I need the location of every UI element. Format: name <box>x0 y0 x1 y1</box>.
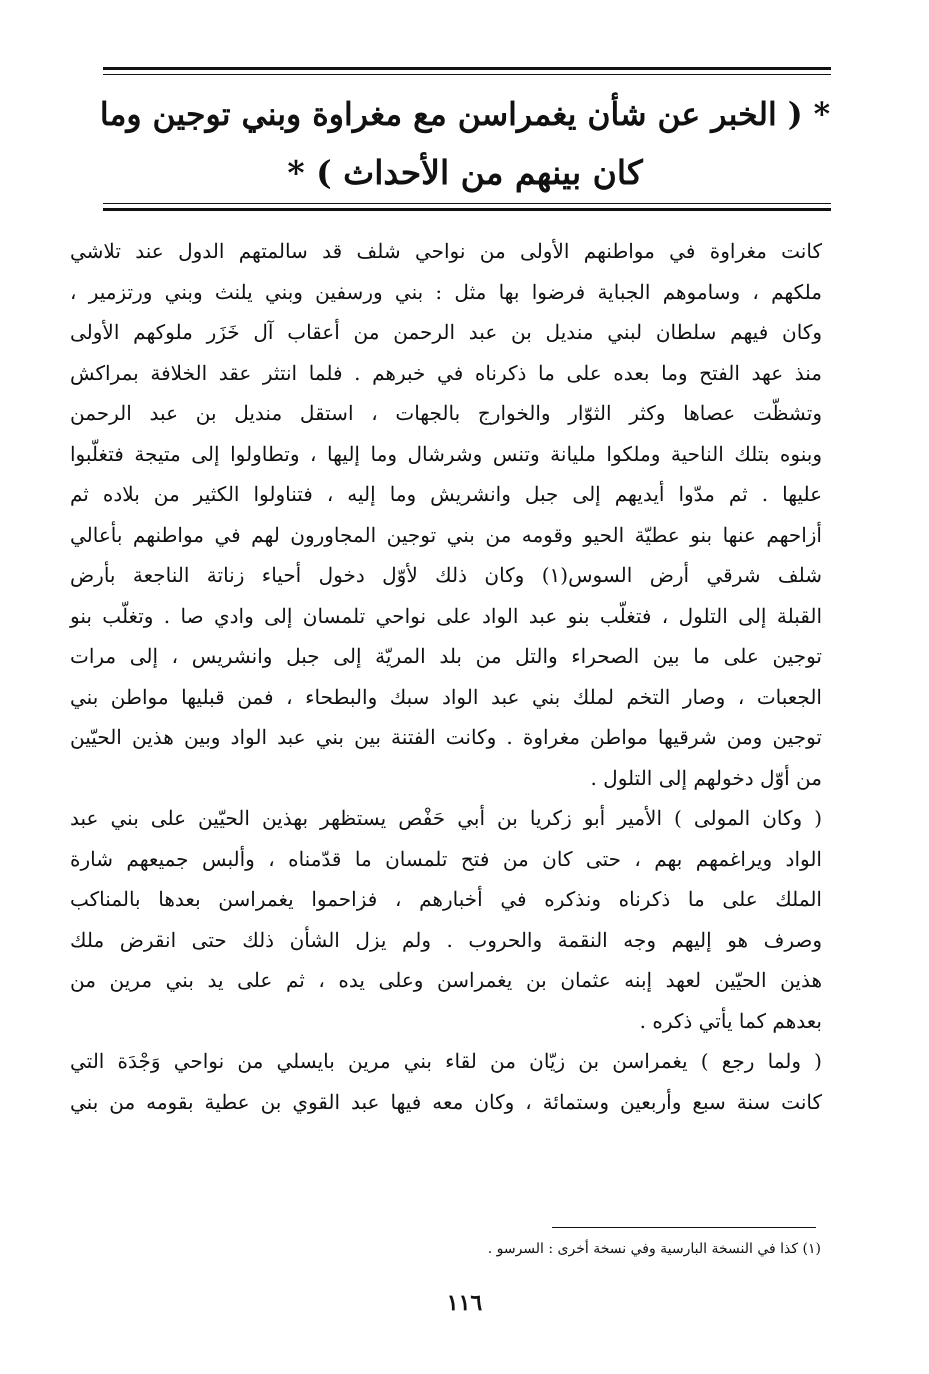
text-line: شلف شرقي أرض السوس(١) وكان ذلك لأوّل دخول أحياء زناتة الناجعة بأرض <box>70 563 822 587</box>
chapter-heading <box>95 86 835 202</box>
text-line: توجين على ما بين الصحراء والتل من بلد المريّة إلى جبل وانشريس ، إلى مرات <box>70 644 822 668</box>
text-line: الواد ويراغمهم بهم ، حتى كان من فتح تلمسان ما قدّمناه ، وألبس جميعهم شارة <box>70 846 822 871</box>
page-number: ١١٦ <box>446 1290 483 1316</box>
text-line: هذين الحيّين لعهد إبنه عثمان بن يغمراسن وعلى يده ، ثم على يد بني مرين من <box>70 968 822 992</box>
text-line: الجعبات ، وصار التخم لملك بني عبد الواد سبك والبطحاء ، فمن قبليها مواطن بني <box>70 684 822 709</box>
text-line: كانت مغراوة في مواطنهم الأولى من نواحي شلف قد سالمتهم الدول عند تلاشي <box>70 239 822 263</box>
text-line: منذ عهد الفتح وما بعده على ما ذكرناه في خبرهم . فلما انتثر عقد الخلافة بمراكش <box>70 360 822 385</box>
heading-line-1: * ( الخبر عن شأن يغمراسن مع مغراوة وبني توجين وما <box>99 96 831 133</box>
text-line: القبلة إلى التلول ، فتغلّب بنو عبد الواد على نواحي تلمسان إلى وادي صا . وتغلّب بنو <box>70 603 822 628</box>
text-line: ملكهم ، وساموهم الجباية فرضوا بها مثل : بني ورسفين وبني يلنث وبني ورتزمير ، <box>70 279 822 304</box>
top-rule-thin <box>103 74 831 75</box>
heading-line-2: كان بينهم من الأحداث ) * <box>287 153 643 192</box>
text-line: وكان فيهم سلطان لبني منديل بن عبد الرحمن من أعقاب آل خَزَر ملوكهم الأولى <box>70 320 822 344</box>
footnote: (١) كذا في النسخة البارسية وفي نسخة أخرى : السرسو . <box>487 1241 821 1257</box>
footnote-rule <box>552 1227 816 1228</box>
bottom-rule-thick <box>103 208 831 211</box>
body-text <box>70 231 822 1122</box>
text-line: الملك على ما ذكرناه ونذكره في أخبارهم ، فزاحموا يغمراسن بعدها بالمناكب <box>70 887 822 911</box>
text-line: وصرف هو إليهم وجه النقمة والحروب . ولم يزل الشأن ذلك حتى انقرض ملك <box>70 927 822 952</box>
text-line: بعدهم كما يأتي ذكره . <box>639 1008 822 1033</box>
text-line: ( ولما رجع ) يغمراسن بن زيّان من لقاء بني مرين بايسلي من نواحي وَجْدَة التي <box>70 1049 822 1073</box>
top-rule-thick <box>103 67 831 70</box>
text-line: ( وكان المولى ) الأمير أبو زكريا بن أبي حَفْص يستظهر بهذين الحيّين على بني عبد <box>70 806 822 830</box>
text-line: من أوّل دخولهم إلى التلول . <box>590 765 822 790</box>
text-line: عليها . ثم مدّوا أيديهم إلى جبل وانشريش وما إليه ، فتناولوا الكثير من بلاده ثم <box>70 482 823 506</box>
text-line: وبنوه بتلك الناحية وملكوا مليانة وتنس وشرشال وما إليها ، وتطاولوا إلى متيجة فتغلّبوا <box>70 441 822 466</box>
text-line: أزاحهم عنها بنو عطيّة الحيو وقومه من بني توجين المجاورون لهم في مواطنهم بأعالي <box>70 522 822 547</box>
text-line: كانت سنة سبع وأربعين وستمائة ، وكان معه فيها عبد القوي بن عطية بقومه من بني <box>70 1089 822 1114</box>
bottom-rule-thin <box>103 203 831 204</box>
text-line: وتشظّت عصاها وكثر الثوّار والخوارج بالجهات ، استقل منديل بن عبد الرحمن <box>70 401 822 425</box>
text-line: توجين ومن شرقيها مواطن مغراوة . وكانت الفتنة بين بني عبد الواد وبين هذين الحيّين <box>70 725 822 749</box>
